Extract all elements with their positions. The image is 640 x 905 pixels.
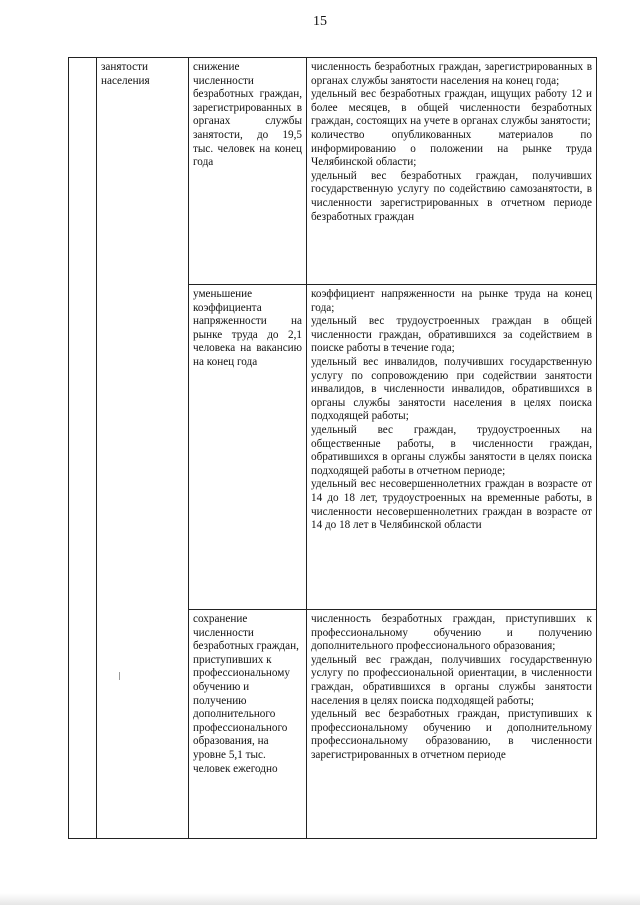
indicator-item: удельный вес граждан, получивших государственную услугу по профессиональной ориентации, в численности граждан, обратившихся в органы службы занятости населения в целях поиска подходящей работы;	[311, 653, 592, 707]
indicators-cell	[307, 58, 597, 285]
task-text: занятости населения	[101, 61, 150, 87]
indicator-item: удельный вес трудоустроенных граждан в общей численности граждан, обратившихся за содействием в поиске работы в течение года;	[311, 315, 592, 355]
goal-text: сохранение численности безработных граждан, приступивших к профессиональному обучению и получению дополнительного профессионального образования, на уровне 5,1 тыс. человек ежегодно	[193, 613, 299, 775]
goal-cell	[189, 610, 307, 839]
goal-cell	[189, 58, 307, 285]
indicators-cell	[307, 285, 597, 610]
indicator-item: количество опубликованных материалов по информированию о положении на рынке труда Челябинской области;	[311, 128, 592, 169]
task-cell	[97, 58, 189, 839]
goal-text: снижение численности безработных граждан, зарегистрированных в органах службы занятости, до 19,5 тыс. человек на конец года	[193, 61, 302, 169]
scan-bottom-edge	[0, 893, 640, 905]
indicators-cell	[307, 610, 597, 839]
indicator-item: удельный вес инвалидов, получивших государственную услугу по сопровождению при содействии занятости инвалидов, в численности инвалидов, обратившихся в органы службы занятости населения в целях поиска подходящей работы;	[311, 355, 592, 423]
number-cell	[69, 58, 97, 839]
goal-text: уменьшение коэффициента напряженности на рынке труда до 2,1 человека на вакансию на конец года	[193, 288, 302, 368]
indicator-item: удельный вес безработных граждан, ищущих работу 12 и более месяцев, в общей численности безработных граждан, состоящих на учете в органах службы занятости;	[311, 88, 592, 128]
indicator-item: численность безработных граждан, приступивших к профессиональному обучению и получению дополнительного профессионального образования;	[311, 613, 592, 653]
scan-smudge	[119, 672, 120, 680]
indicator-item: удельный вес безработных граждан, получивших государственную услугу по содействию самозанятости, в численности зарегистрированных в отчетном периоде безработных граждан	[311, 169, 592, 223]
indicator-item: удельный вес граждан, трудоустроенных на общественные работы, в численности граждан, обратившихся в органы службы занятости в целях поиска подходящей работы в отчетном периоде;	[311, 423, 592, 477]
indicator-item: численность безработных граждан, зарегистрированных в органах службы занятости населения на конец года;	[311, 61, 592, 87]
goal-cell	[189, 285, 307, 610]
indicator-item: коэффициент напряженности на рынке труда на конец года;	[311, 288, 592, 314]
indicators-table	[68, 57, 597, 839]
table-row	[69, 58, 597, 285]
indicator-item: удельный вес несовершеннолетних граждан в возрасте от 14 до 18 лет, трудоустроенных на временные работы, в численности несовершеннолетних граждан в возрасте от 14 до 18 лет в Челябинской области	[311, 478, 592, 532]
page-number: 15	[313, 14, 327, 29]
indicator-item: удельный вес безработных граждан, приступивших к профессиональному обучению и дополнительному профессиональному образованию, в численности зарегистрированных в отчетном периоде	[311, 708, 592, 761]
